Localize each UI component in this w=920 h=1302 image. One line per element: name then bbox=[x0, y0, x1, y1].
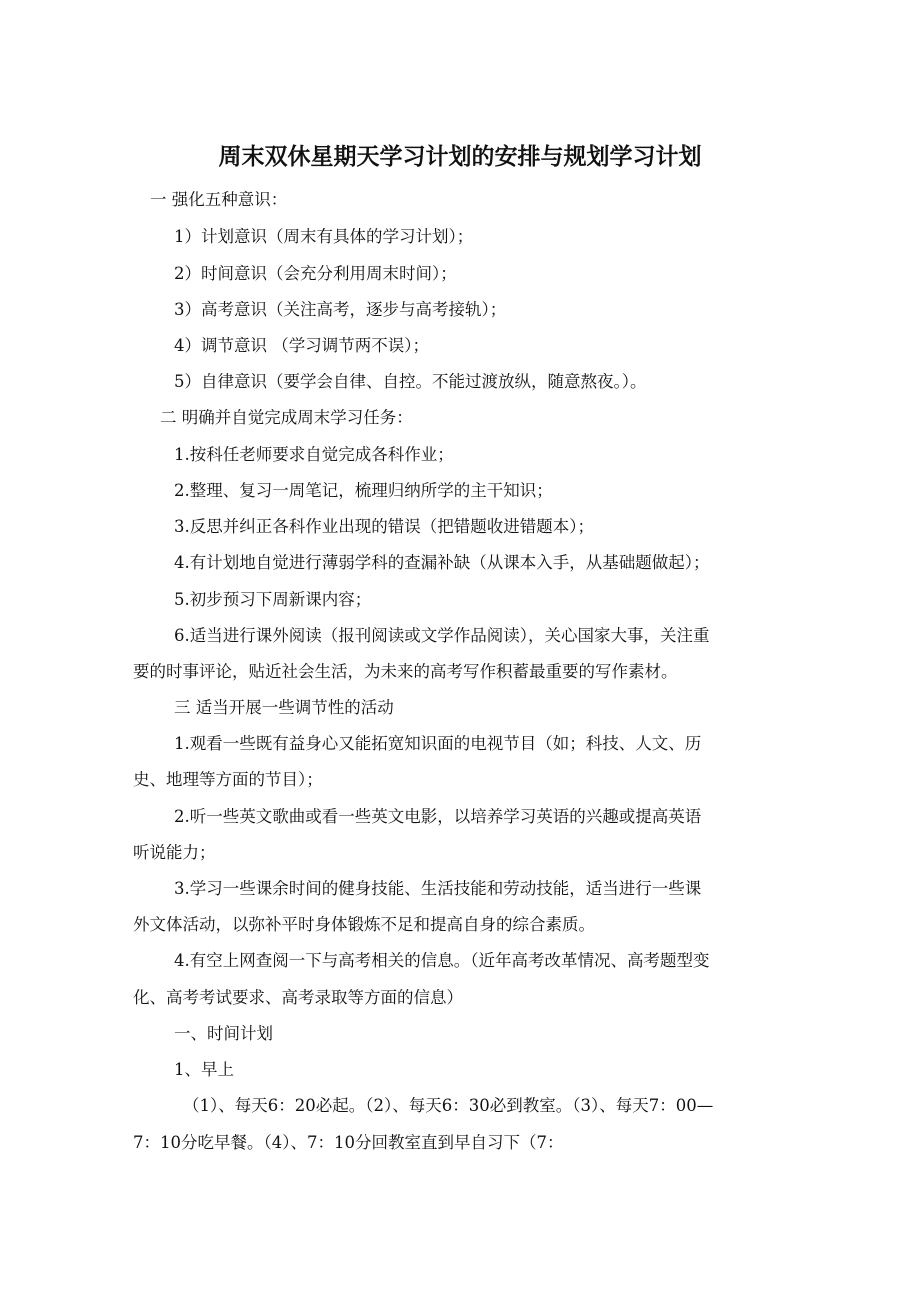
list-item: 3.反思并纠正各科作业出现的错误（把错题收进错题本）； bbox=[174, 517, 594, 536]
paragraph-line: 7：10分吃早餐。（4）、7：10分回教室直到早自习下（7： bbox=[133, 1133, 564, 1152]
section-heading: 一、时间计划 bbox=[174, 1024, 273, 1043]
paragraph-line: 2.听一些英文歌曲或看一些英文电影，以培养学习英语的兴趣或提高英语 bbox=[174, 807, 702, 826]
paragraph-line: 1.观看一些既有益身心又能拓宽知识面的电视节目（如；科技、人文、历 bbox=[174, 734, 702, 753]
list-item: 1.按科任老师要求自觉完成各科作业； bbox=[174, 445, 454, 464]
list-item: 1）计划意识（周末有具体的学习计划）； bbox=[174, 227, 474, 246]
list-item: 2）时间意识（会充分利用周末时间）； bbox=[174, 264, 457, 283]
section-heading: 一 强化五种意识： bbox=[150, 190, 288, 209]
list-item: 3）高考意识（关注高考，逐步与高考接轨）； bbox=[174, 300, 507, 319]
list-item: 4）调节意识 （学习调节两不误）； bbox=[174, 336, 429, 355]
paragraph-line: 史、地理等方面的节目）； bbox=[133, 770, 323, 789]
subsection-heading: 1、早上 bbox=[174, 1060, 234, 1079]
list-item: 4.有计划地自觉进行薄弱学科的查漏补缺（从课本入手，从基础题做起）； bbox=[174, 553, 710, 572]
paragraph-line: 4.有空上网查阅一下与高考相关的信息。（近年高考改革情况、高考题型变 bbox=[174, 951, 710, 970]
list-item: 5）自律意识（要学会自律、自控。不能过渡放纵，随意熬夜。）。 bbox=[174, 372, 647, 391]
list-item: 5.初步预习下周新课内容； bbox=[174, 590, 372, 609]
paragraph-line: 6.适当进行课外阅读（报刊阅读或文学作品阅读），关心国家大事，关注重 bbox=[174, 626, 710, 645]
document-title: 周末双休星期天学习计划的安排与规划学习计划 bbox=[218, 143, 702, 170]
section-heading: 三 适当开展一些调节性的活动 bbox=[174, 698, 394, 717]
paragraph-line: （1）、每天6：20必起。（2）、每天6：30必到教室。（3）、每天7：00— bbox=[183, 1096, 714, 1115]
paragraph-line: 听说能力； bbox=[133, 843, 216, 862]
list-item: 2.整理、复习一周笔记，梳理归纳所学的主干知识； bbox=[174, 481, 553, 500]
paragraph-line: 化、高考考试要求、高考录取等方面的信息） bbox=[133, 988, 463, 1007]
paragraph-line: 外文体活动，以弥补平时身体锻炼不足和提高自身的综合素质。 bbox=[133, 915, 595, 934]
section-heading: 二 明确并自觉完成周末学习任务： bbox=[160, 408, 413, 427]
paragraph-line: 要的时事评论，贴近社会生活，为未来的高考写作积蓄最重要的写作素材。 bbox=[133, 662, 678, 681]
paragraph-line: 3.学习一些课余时间的健身技能、生活技能和劳动技能，适当进行一些课 bbox=[174, 879, 702, 898]
